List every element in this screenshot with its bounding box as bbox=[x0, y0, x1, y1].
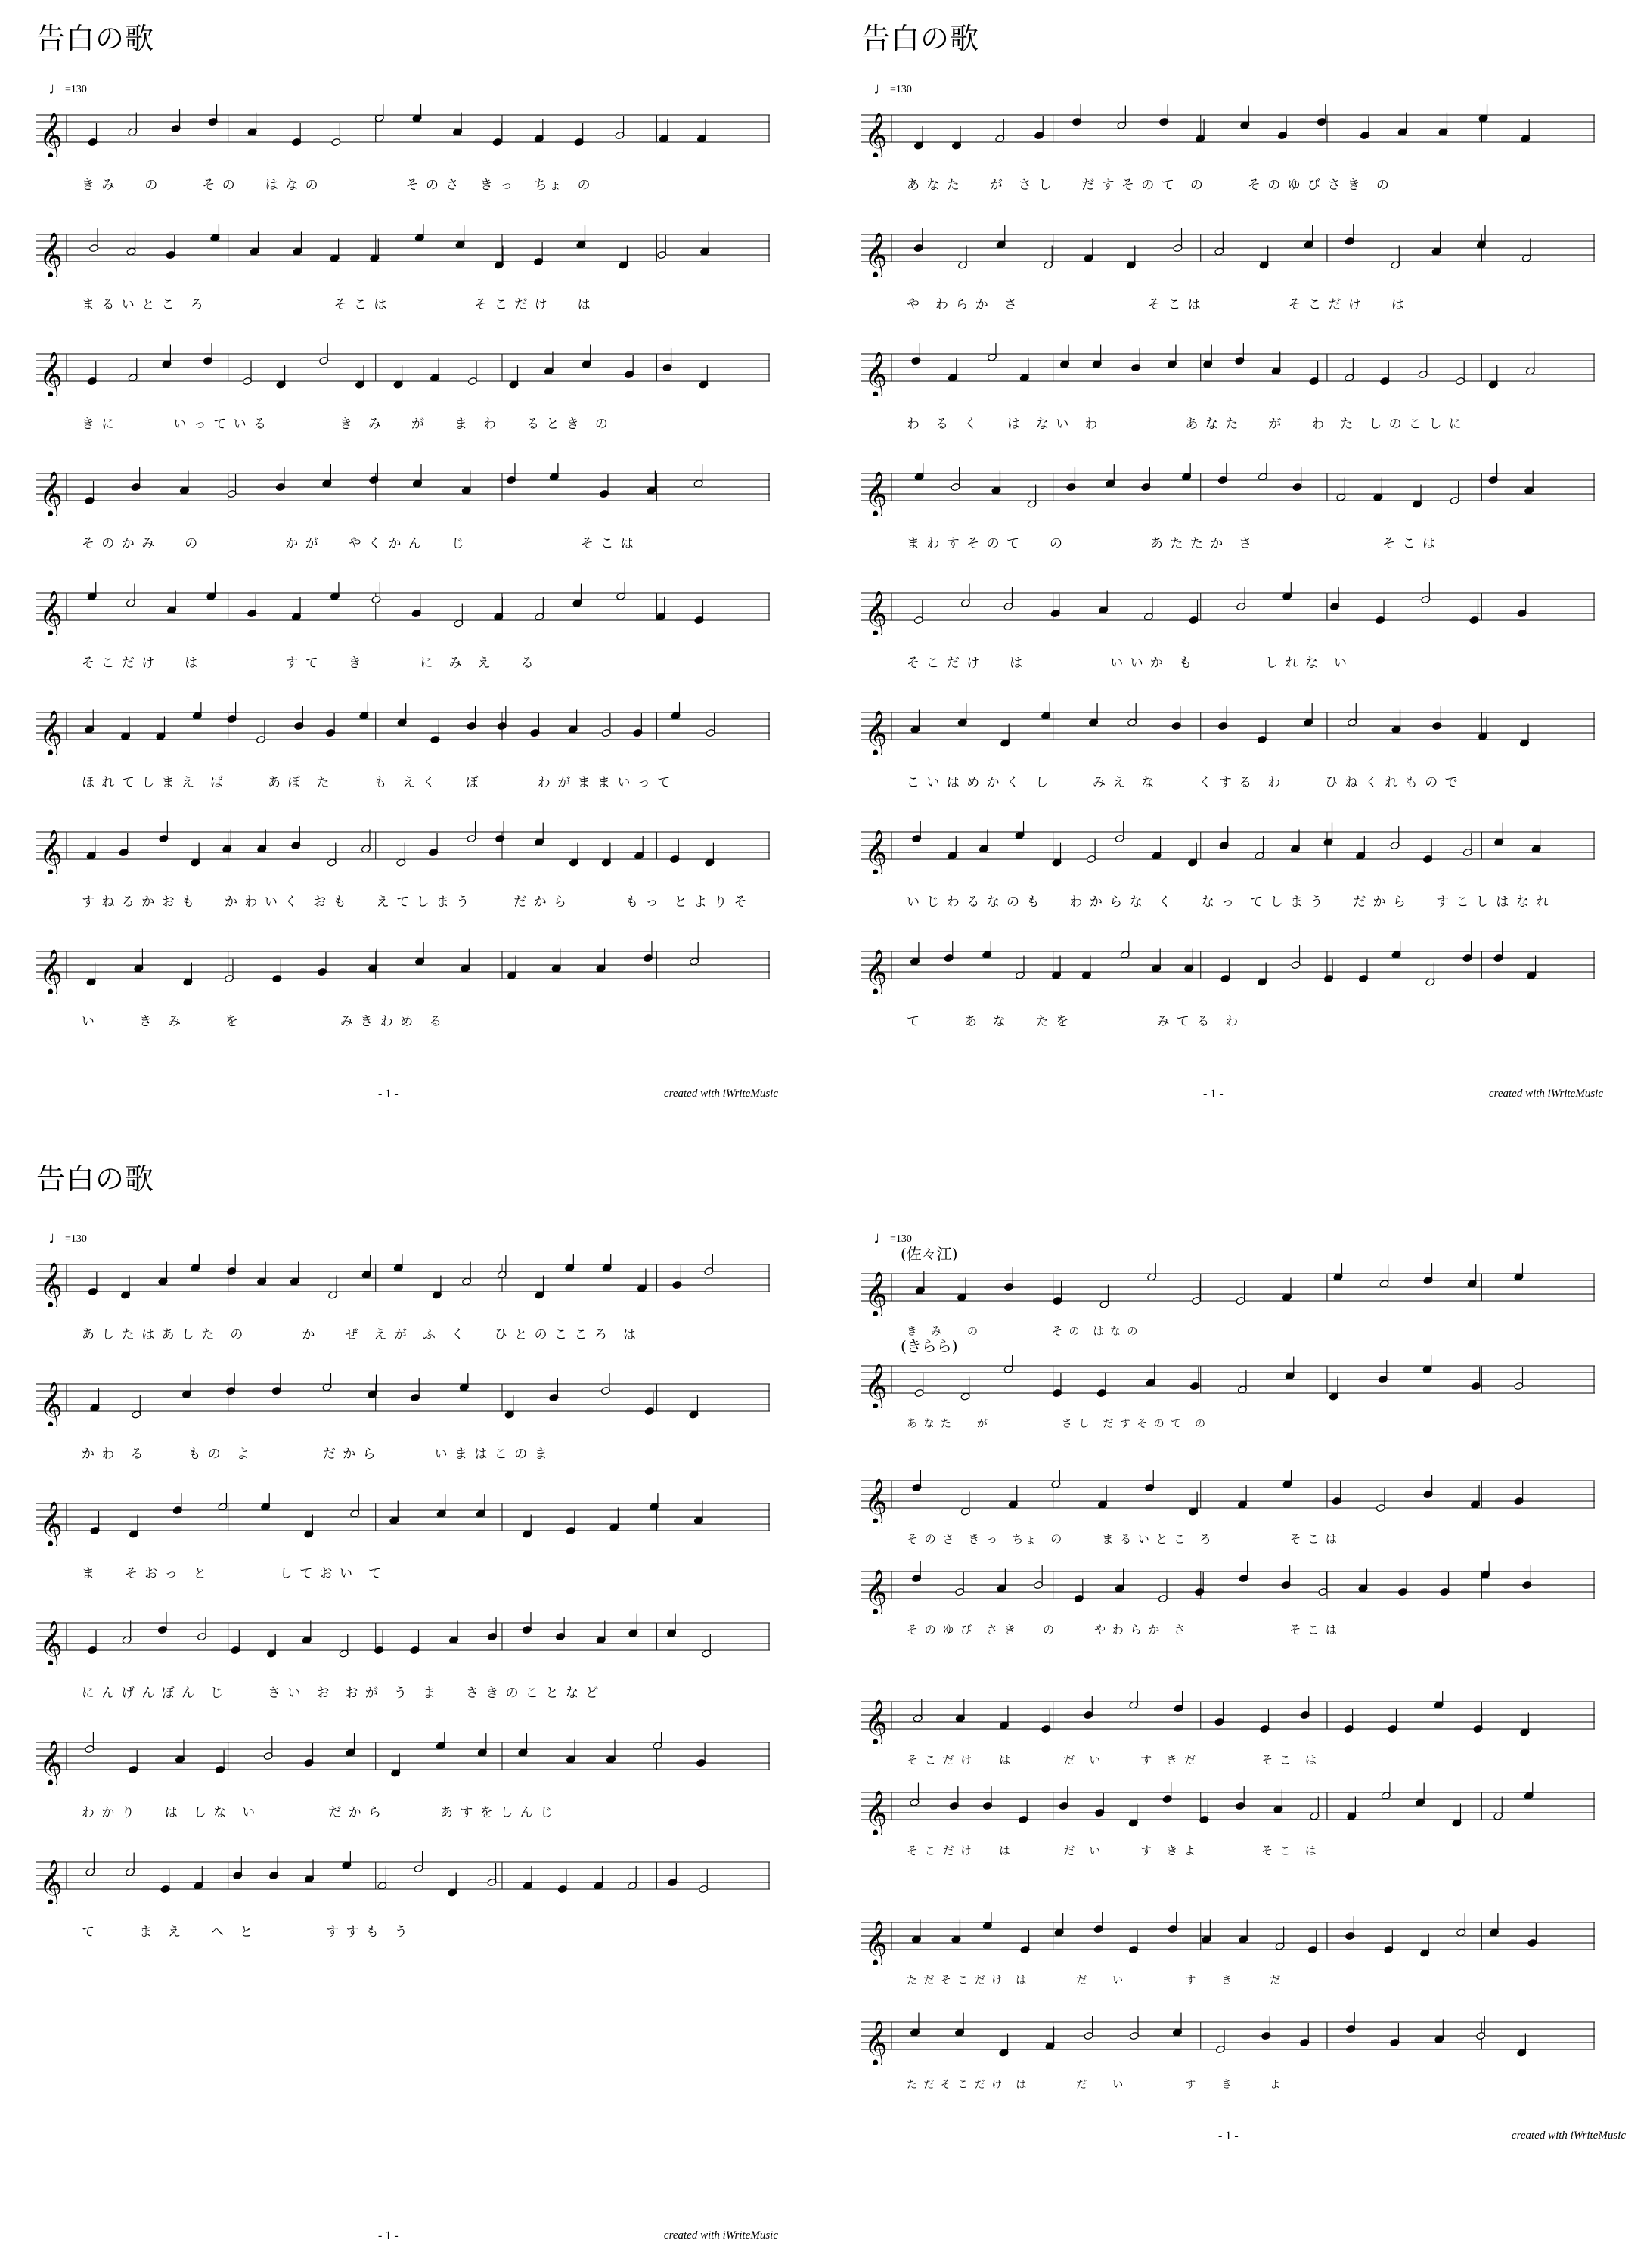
staff-lines bbox=[36, 702, 777, 755]
lyrics-line: き み の そ の は な の そ の さ き っ ちょ の bbox=[82, 178, 592, 193]
staff-lines bbox=[36, 104, 777, 157]
lyrics-line: ま る い と こ ろ そ こ は そ こ だ け は bbox=[82, 297, 592, 312]
lyrics-line: ほ れ て し ま え ば あ ぼ た も え く ぼ わ が ま ま い っ て bbox=[82, 775, 672, 790]
score-page-4-duet bbox=[825, 1134, 1650, 2268]
staff-lines bbox=[36, 1851, 777, 1904]
treble-clef-icon: 𝄞 bbox=[39, 352, 63, 396]
staff-lines bbox=[861, 1912, 1602, 1965]
treble-clef-icon: 𝄞 bbox=[39, 1382, 63, 1426]
treble-clef-icon: 𝄞 bbox=[864, 113, 888, 157]
treble-clef-icon: 𝄞 bbox=[864, 949, 888, 994]
treble-clef-icon: 𝄞 bbox=[39, 1262, 63, 1307]
lyrics-line: に ん げ ん ぼ ん じ さ い お お が う ま さ き の こ と な ど bbox=[82, 1686, 600, 1701]
staff-lines bbox=[861, 2012, 1602, 2065]
lyrics-line: た だ そ こ だ け は だ い す き だ bbox=[907, 1975, 1282, 1987]
treble-clef-icon: 𝄞 bbox=[39, 1621, 63, 1665]
treble-clef-icon: 𝄞 bbox=[864, 352, 888, 396]
staff-lines bbox=[861, 941, 1602, 994]
staff-lines bbox=[861, 1263, 1602, 1316]
staff-lines bbox=[861, 463, 1602, 516]
treble-clef-icon: 𝄞 bbox=[39, 1860, 63, 1904]
staff-lines bbox=[861, 582, 1602, 635]
treble-clef-icon: 𝄞 bbox=[864, 1920, 888, 1965]
lyrics-line: ま そ お っ と し て お い て bbox=[82, 1566, 383, 1581]
staff-lines bbox=[36, 582, 777, 635]
score-page-3 bbox=[0, 1134, 825, 2268]
staff-lines bbox=[861, 1355, 1602, 1408]
lyrics-line: て ま え へ と す す も う bbox=[82, 1925, 409, 1940]
treble-clef-icon: 𝄞 bbox=[39, 113, 63, 157]
staff-lines bbox=[861, 224, 1602, 277]
staff-lines bbox=[861, 821, 1602, 874]
credit-text: created with iWriteMusic bbox=[663, 2229, 778, 2242]
lyrics-line: そ の ゆ び さ き の や わ ら か さ そ こ は bbox=[907, 1623, 1338, 1637]
lyrics-line: あ な た が さ し だ す そ の て の そ の ゆ び さ き の bbox=[907, 178, 1391, 193]
treble-clef-icon: 𝄞 bbox=[39, 710, 63, 755]
staff-lines bbox=[36, 1254, 777, 1307]
staff-lines bbox=[861, 702, 1602, 755]
song-title: 告白の歌 bbox=[861, 22, 980, 55]
lyrics-line: て あ な た を み て る わ bbox=[907, 1014, 1240, 1029]
lyrics-line: た だ そ こ だ け は だ い す き よ bbox=[907, 2079, 1282, 2091]
staff-lines bbox=[861, 1561, 1602, 1614]
song-title: 告白の歌 bbox=[36, 22, 155, 55]
lyrics-line: や わ ら か さ そ こ は そ こ だ け は bbox=[907, 297, 1406, 312]
lyrics-line: あ な た が さ し だ す そ の て の bbox=[907, 1418, 1208, 1430]
staff-lines bbox=[36, 463, 777, 516]
treble-clef-icon: 𝄞 bbox=[39, 591, 63, 635]
treble-clef-icon: 𝄞 bbox=[39, 1501, 63, 1546]
tempo-marking: ♩=130 bbox=[873, 79, 912, 98]
treble-clef-icon: 𝄞 bbox=[39, 949, 63, 994]
treble-clef-icon: 𝄞 bbox=[864, 1569, 888, 1614]
tempo-marking: ♩=130 bbox=[48, 1228, 87, 1247]
lyrics-line: あ し た は あ し た の か ぜ え が ふ く ひ と の こ こ ろ は bbox=[82, 1327, 637, 1342]
treble-clef-icon: 𝄞 bbox=[864, 1364, 888, 1408]
staff-lines bbox=[861, 1782, 1602, 1835]
staff-lines bbox=[36, 821, 777, 874]
staff-lines bbox=[861, 1691, 1602, 1744]
staff-lines bbox=[36, 941, 777, 994]
credit-text: created with iWriteMusic bbox=[1511, 2130, 1626, 2142]
staff-lines bbox=[36, 1373, 777, 1426]
lyrics-line: か わ る も の よ だ か ら い ま は こ の ま bbox=[82, 1447, 549, 1462]
lyrics-line: わ か り は し な い だ か ら あ す を し ん じ bbox=[82, 1805, 555, 1820]
song-title: 告白の歌 bbox=[36, 1162, 155, 1196]
treble-clef-icon: 𝄞 bbox=[864, 830, 888, 874]
credit-text: created with iWriteMusic bbox=[663, 1087, 778, 1100]
staff-lines bbox=[861, 343, 1602, 396]
staff-lines bbox=[36, 343, 777, 396]
part-label-lower: (きらら) bbox=[901, 1337, 958, 1355]
credit-text: created with iWriteMusic bbox=[1488, 1087, 1603, 1100]
lyrics-line: そ こ だ け は す て き に み え る bbox=[82, 656, 535, 671]
treble-clef-icon: 𝄞 bbox=[39, 1740, 63, 1785]
lyrics-line: こ い は め か く し み え な く す る わ ひ ね く れ も の で bbox=[907, 775, 1459, 790]
treble-clef-icon: 𝄞 bbox=[864, 2020, 888, 2065]
page-number: - 1 - bbox=[1203, 1087, 1224, 1100]
lyrics-line: き み の そ の は な の bbox=[907, 1326, 1140, 1338]
treble-clef-icon: 𝄞 bbox=[39, 232, 63, 277]
score-page-1 bbox=[0, 0, 825, 1134]
staff-lines bbox=[36, 1732, 777, 1785]
lyrics-line: き に い っ て い る き み が ま わ る と き の bbox=[82, 417, 609, 432]
page-number: - 1 - bbox=[378, 2229, 399, 2242]
staff-lines bbox=[861, 1470, 1602, 1523]
page-number: - 1 - bbox=[1218, 2130, 1239, 2142]
lyrics-line: そ の さ き っ ちょ の ま る い と こ ろ そ こ は bbox=[907, 1532, 1338, 1546]
lyrics-line: わ る く は な い わ あ な た が わ た し の こ し に bbox=[907, 417, 1463, 432]
treble-clef-icon: 𝄞 bbox=[864, 1790, 888, 1835]
treble-clef-icon: 𝄞 bbox=[864, 1699, 888, 1744]
treble-clef-icon: 𝄞 bbox=[864, 232, 888, 277]
treble-clef-icon: 𝄞 bbox=[864, 710, 888, 755]
treble-clef-icon: 𝄞 bbox=[864, 1478, 888, 1523]
lyrics-line: い き み を み き わ め る bbox=[82, 1014, 444, 1029]
lyrics-line: そ こ だ け は だ い す き だ そ こ は bbox=[907, 1753, 1318, 1767]
staff-lines bbox=[36, 1493, 777, 1546]
lyrics-line: い じ わ る な の も わ か ら な く な っ て し ま う だ か ら す こ し は な れ bbox=[907, 895, 1551, 910]
treble-clef-icon: 𝄞 bbox=[864, 471, 888, 516]
lyrics-line: そ こ だ け は い い か も し れ な い bbox=[907, 656, 1348, 671]
lyrics-line: す ね る か お も か わ い く お も え て し ま う だ か ら も っ と よ り そ bbox=[82, 895, 749, 910]
treble-clef-icon: 𝄞 bbox=[864, 1271, 888, 1316]
treble-clef-icon: 𝄞 bbox=[39, 471, 63, 516]
tempo-marking: ♩=130 bbox=[48, 79, 87, 98]
staff-lines bbox=[36, 1612, 777, 1665]
treble-clef-icon: 𝄞 bbox=[39, 830, 63, 874]
tempo-marking: ♩=130 bbox=[873, 1228, 912, 1247]
treble-clef-icon: 𝄞 bbox=[864, 591, 888, 635]
staff-lines bbox=[36, 224, 777, 277]
lyrics-line: そ こ だ け は だ い す き よ そ こ は bbox=[907, 1844, 1318, 1857]
lyrics-line: ま わ す そ の て の あ た た か さ そ こ は bbox=[907, 536, 1438, 551]
staff-lines bbox=[861, 104, 1602, 157]
lyrics-line: そ の か み の か が や く か ん じ そ こ は bbox=[82, 536, 635, 551]
score-page-2 bbox=[825, 0, 1650, 1134]
page-number: - 1 - bbox=[378, 1087, 399, 1100]
part-label-upper: (佐々江) bbox=[901, 1245, 958, 1263]
